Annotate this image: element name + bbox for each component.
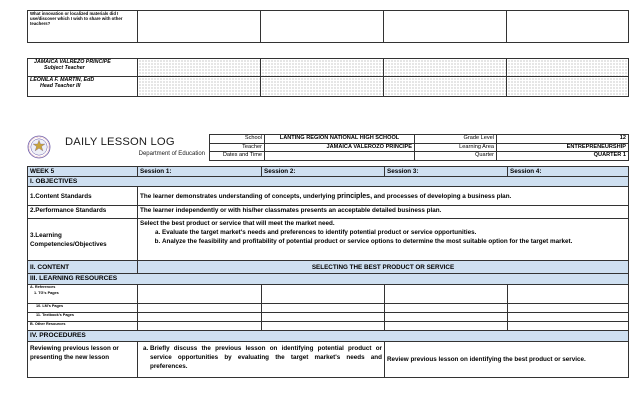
- quarter-label: Quarter: [415, 152, 497, 161]
- resource-cell[interactable]: [138, 304, 262, 313]
- reflection-cell[interactable]: [261, 11, 384, 43]
- review-label: Reviewing previous lesson or presenting the new lesson: [28, 342, 138, 378]
- resource-cell[interactable]: [138, 285, 262, 304]
- resource-cell[interactable]: [138, 313, 262, 322]
- signature-cell: [138, 77, 261, 97]
- signatory-table: [27, 58, 629, 97]
- textbook-pages-label: 11. Textbook's Pages: [28, 313, 138, 322]
- other-resources-label: B. Other Resources: [28, 322, 138, 331]
- week-label: WEEK 5: [28, 167, 138, 177]
- signature-cell: [507, 59, 629, 77]
- resource-cell[interactable]: [385, 322, 508, 331]
- grade-label: Grade Level: [415, 135, 497, 144]
- resource-cell[interactable]: [262, 304, 385, 313]
- reflection-cell[interactable]: [138, 11, 261, 43]
- signature-cell: [507, 77, 629, 97]
- teacher-value[interactable]: JAMAICA VALEROZO PRINCIPE: [265, 143, 415, 152]
- resource-cell[interactable]: [385, 304, 508, 313]
- performance-standards-label: 2.Performance Standards: [28, 206, 138, 219]
- references-a: A. References: [30, 285, 56, 289]
- lesson-table: [27, 166, 629, 378]
- competency-item: b. Analyze the feasibility and profitability of potential product or service options to determine the most suitable option for the target market.: [162, 237, 626, 246]
- signatory-teacher: [28, 59, 138, 77]
- content-standards-text: The learner demonstrates understanding of concepts, underlying: [140, 192, 337, 200]
- competencies-intro: Select the best product or service that will meet the market need.: [140, 220, 335, 227]
- signature-cell: [384, 77, 507, 97]
- signature-cell: [384, 59, 507, 77]
- competencies-value[interactable]: [138, 219, 629, 261]
- area-label: Learning Area: [415, 143, 497, 152]
- competencies-label-line: 3.Learning: [30, 231, 62, 239]
- deped-seal-icon: [27, 135, 51, 159]
- resource-cell[interactable]: [508, 285, 629, 304]
- teacher-label: Teacher: [210, 143, 265, 152]
- signatory-name: LEONILA F. MARTIN, EdD: [30, 77, 95, 83]
- review-session-3[interactable]: Review previous lesson on identifying the best product or service.: [385, 342, 629, 378]
- tg-pages-label: 1. TG's Pages: [34, 290, 59, 295]
- dates-label: Dates and Time: [210, 152, 265, 161]
- signatory-head: [28, 77, 138, 97]
- session-1-header: Session 1:: [138, 167, 262, 177]
- reflection-cell[interactable]: [384, 11, 507, 43]
- resource-cell[interactable]: [262, 313, 385, 322]
- session-3-header: Session 3:: [385, 167, 508, 177]
- session-2-header: Session 2:: [262, 167, 385, 177]
- resource-cell[interactable]: [508, 313, 629, 322]
- dates-value[interactable]: [265, 152, 415, 161]
- resource-cell[interactable]: [385, 313, 508, 322]
- resource-cell[interactable]: [508, 304, 629, 313]
- session-4-header: Session 4:: [508, 167, 629, 177]
- review-item: a. Briefly discuss the previous lesson on identifying potential product or service opportunities by evaluating the target market's needs and preferences.: [150, 344, 382, 371]
- grade-value[interactable]: 12: [497, 135, 629, 144]
- content-standards-text: and processes of developing a business plan.: [372, 192, 512, 200]
- review-session-1[interactable]: [138, 342, 385, 378]
- signature-cell: [261, 77, 384, 97]
- reflection-table: [27, 10, 629, 43]
- objectives-heading: I. OBJECTIVES: [28, 177, 629, 187]
- signature-cell: [261, 59, 384, 77]
- page-title: DAILY LESSON LOG: [65, 136, 175, 148]
- department-label: Department of Education: [138, 151, 205, 157]
- signatory-name: JAMAICA VALREZO PRINCIPE: [34, 59, 111, 65]
- performance-standards-value[interactable]: The learner independently or with his/her classmates presents an acceptable detailed business plan.: [138, 206, 629, 219]
- competencies-list: [140, 228, 626, 246]
- area-value[interactable]: ENTREPRENEURSHIP: [497, 143, 629, 152]
- quarter-value[interactable]: QUARTER 1: [497, 152, 629, 161]
- references-label: [28, 285, 138, 304]
- resource-cell[interactable]: [262, 285, 385, 304]
- competencies-label: [28, 219, 138, 261]
- reflection-question: What innovation or localized materials did I use/discover which I wish to share with other teachers?: [28, 11, 138, 43]
- school-value[interactable]: LANTING REGION NATIONAL HIGH SCHOOL: [265, 135, 415, 144]
- resources-heading: III. LEARNING RESOURCES: [28, 274, 629, 285]
- content-standards-text: principles,: [337, 192, 373, 200]
- school-label: School: [210, 135, 265, 144]
- resource-cell[interactable]: [138, 322, 262, 331]
- header-info-table: [209, 134, 629, 161]
- content-label: II. CONTENT: [28, 261, 138, 274]
- header-logo-box: [27, 134, 209, 160]
- resource-cell[interactable]: [262, 322, 385, 331]
- resource-cell[interactable]: [385, 285, 508, 304]
- competencies-label-line: Competencies/Objectives: [30, 240, 107, 248]
- signatory-role: Head Teacher III: [40, 83, 81, 90]
- content-standards-value[interactable]: [138, 187, 629, 206]
- signatory-role: Subject Teacher: [44, 65, 85, 72]
- signature-cell: [138, 59, 261, 77]
- content-value[interactable]: SELECTING THE BEST PRODUCT OR SERVICE: [138, 261, 629, 274]
- lm-pages-label: 10. LM's Pages: [28, 304, 138, 313]
- review-list: [140, 344, 382, 371]
- resource-cell[interactable]: [508, 322, 629, 331]
- reflection-cell[interactable]: [507, 11, 629, 43]
- competency-item: a. Evaluate the target market's needs and preferences to identify potential product or service opportunities.: [162, 228, 626, 237]
- procedures-heading: IV. PROCEDURES: [28, 331, 629, 342]
- content-standards-label: 1.Content Standards: [28, 187, 138, 206]
